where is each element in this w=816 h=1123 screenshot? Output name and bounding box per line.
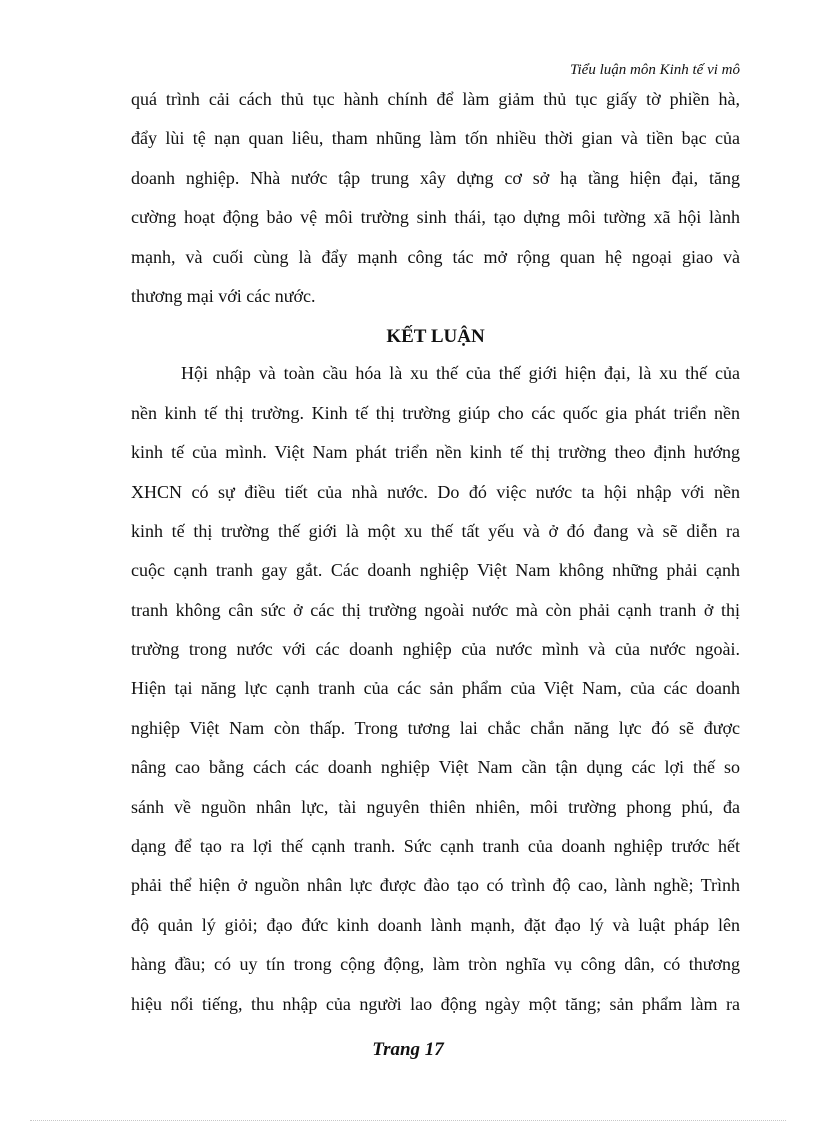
text-line: tranh không cân sức ở các thị trường ngoài nước mà còn phải cạnh tranh ở thị: [131, 599, 740, 620]
text-line: kinh tế của mình. Việt Nam phát triển nền kinh tế thị trường theo định hướng: [131, 442, 740, 463]
text-line: hiệu nổi tiếng, thu nhập của người lao động ngày một tăng; sản phẩm làm ra: [131, 993, 740, 1014]
text-line: dạng để tạo ra lợi thế cạnh tranh. Sức cạnh tranh của doanh nghiệp trước hết: [131, 836, 740, 857]
text-line: đẩy lùi tệ nạn quan liêu, tham nhũng làm tốn nhiều thời gian và tiền bạc của: [131, 128, 740, 149]
intro-paragraph: [131, 80, 740, 316]
text-line: hàng đầu; có uy tín trong cộng động, làm tròn nghĩa vụ công dân, có thương: [131, 954, 740, 975]
text-line: kinh tế thị trường thế giới là một xu thế tất yếu và ở đó đang và sẽ diễn ra: [131, 520, 740, 541]
text-line: cuộc cạnh tranh gay gắt. Các doanh nghiệp Việt Nam không những phải cạnh: [131, 560, 740, 581]
text-line: nâng cao bằng cách các doanh nghiệp Việt Nam cần tận dụng các lợi thế so: [131, 757, 740, 778]
section-title: KẾT LUẬN: [386, 326, 485, 348]
text-line: doanh nghiệp. Nhà nước tập trung xây dựng cơ sở hạ tầng hiện đại, tăng: [131, 167, 740, 188]
text-line: nền kinh tế thị trường. Kinh tế thị trường giúp cho các quốc gia phát triển nền: [131, 402, 740, 423]
text-line: XHCN có sự điều tiết của nhà nước. Do đó việc nước ta hội nhập với nền: [131, 481, 740, 502]
text-line: trường trong nước với các doanh nghiệp của nước mình và của nước ngoài.: [131, 639, 740, 660]
text-line: nghiệp Việt Nam còn thấp. Trong tương lai chắc chắn năng lực đó sẽ được: [131, 717, 740, 738]
text-line: sánh về nguồn nhân lực, tài nguyên thiên nhiên, môi trường phong phú, đa: [131, 796, 740, 817]
text-line: quá trình cải cách thủ tục hành chính để làm giảm thủ tục giấy tờ phiền hà,: [131, 89, 740, 109]
text-line: Hiện tại năng lực cạnh tranh của các sản phẩm của Việt Nam, của các doanh: [131, 678, 740, 699]
text-line: cường hoạt động bảo vệ môi trường sinh thái, tạo dựng môi tường xã hội lành: [131, 207, 740, 228]
text-line: Hội nhập và toàn cầu hóa là xu thế của thế giới hiện đại, là xu thế của: [181, 363, 740, 384]
page-bottom-divider: [30, 1120, 786, 1121]
text-line: độ quản lý giỏi; đạo đức kinh doanh lành mạnh, đặt đạo lý và luật pháp lên: [131, 914, 740, 935]
text-line: phải thể hiện ở nguồn nhân lực được đào tạo có trình độ cao, lành nghề; Trình: [131, 875, 740, 896]
page-body: [131, 80, 740, 1024]
page-number: Trang 17: [372, 1039, 444, 1060]
conclusion-paragraph: [131, 354, 740, 1024]
text-line: thương mại với các nước.: [131, 285, 316, 306]
text-line: mạnh, và cuối cùng là đẩy mạnh công tác mở rộng quan hệ ngoại giao và: [131, 246, 740, 267]
page-header: Tiểu luận môn Kinh tế vi mô: [570, 62, 740, 78]
